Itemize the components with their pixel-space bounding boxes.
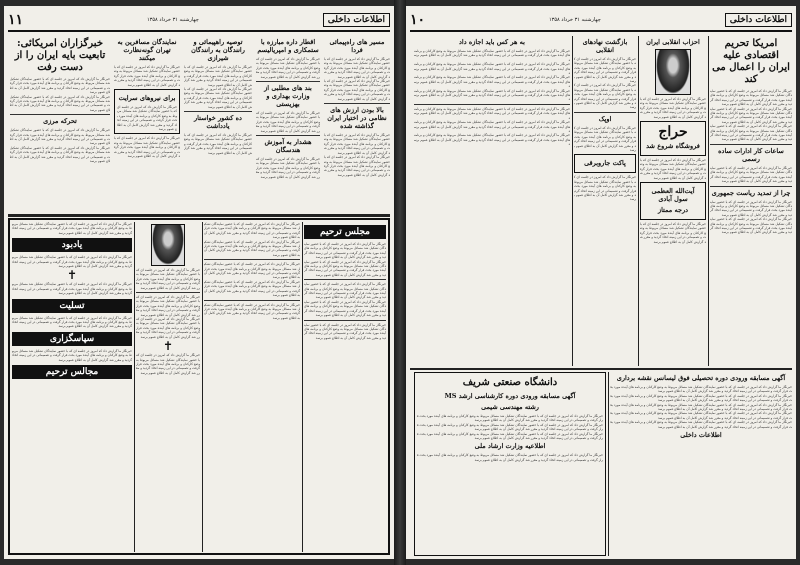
article-body: خبرنگار ما گزارش داد که امروز در جلسه ای که با حضور نمایندگان تشکیل شد مسائل مربوط به وضع کارکنان و برنامه های آینده مورد بحث قرار گرفت و تصمیماتی در این زمینه اتخاذ گردید و مقرر شد گزارش کامل آن به اطلاع عموم برسد bbox=[10, 128, 110, 146]
article-body: خبرنگار ما گزارش داد که امروز در جلسه ای که با حضور نمایندگان تشکیل شد مسائل مربوط به وضع کارکنان و برنامه های آینده مورد بحث قرار گرفت و تصمیماتی در این زمینه اتخاذ گردید و مقرر شد گزارش کامل آن به اطلاع عموم برسد bbox=[256, 57, 320, 79]
page-number: ۱۰ bbox=[410, 12, 426, 28]
article-body: خبرنگار ما گزارش داد که امروز در جلسه ای که با حضور نمایندگان تشکیل شد مسائل مربوط به وضع کارکنان و برنامه های آینده مورد بحث قرار گرفت و تصمیماتی در این زمینه اتخاذ گردید و مقرر شد گزارش کامل آن به اطلاع عموم برسد bbox=[640, 158, 706, 180]
portrait-photo bbox=[151, 224, 185, 266]
article-body: خبرنگار ما گزارش داد که امروز در جلسه ای که با حضور نمایندگان تشکیل شد مسائل مربوط به وضع کارکنان و برنامه های آینده مورد بحث قرار گرفت و تصمیماتی در این زمینه اتخاذ گردید و مقرر شد گزارش کامل آن به اطلاع عموم برسد bbox=[256, 157, 320, 179]
headline: اوپک bbox=[598, 114, 612, 123]
notice-body: خبرنگار ما گزارش داد که امروز در جلسه ای که با حضور نمایندگان تشکیل شد مسائل مربوط به وضع کارکنان و برنامه های آینده مورد بحث قرار گرفت و تصمیماتی در این زمینه اتخاذ گردید و مقرر شد گزارش کامل آن به اطلاع عموم برسد bbox=[304, 282, 386, 300]
notice-body: خبرنگار ما گزارش داد که امروز در جلسه ای که با حضور نمایندگان تشکیل شد مسائل مربوط به وضع کارکنان و برنامه های آینده مورد بحث قرار گرفت و تصمیماتی در این زمینه اتخاذ گردید و مقرر شد گزارش کامل آن به اطلاع عموم برسد bbox=[610, 411, 792, 420]
banner-obituary-footer: مجالس ترحیم bbox=[12, 365, 132, 379]
article-body: خبرنگار ما گزارش داد که امروز در جلسه ای که با حضور نمایندگان تشکیل شد مسائل مربوط به وضع کارکنان و برنامه های آینده مورد بحث قرار گرفت و تصمیماتی در این زمینه اتخاذ گردید و مقرر شد گزارش کامل آن به اطلاع عموم برسد bbox=[574, 83, 636, 110]
article-body: خبرنگار ما گزارش داد که امروز در جلسه ای که با حضور نمایندگان تشکیل شد مسائل مربوط به وضع کارکنان و برنامه های آینده مورد بحث قرار گرفت و تصمیماتی در این زمینه اتخاذ گردید و مقرر شد گزارش کامل آن به اطلاع عموم برسد bbox=[710, 124, 792, 142]
article-body: خبرنگار ما گزارش داد که امروز در جلسه ای که با حضور نمایندگان تشکیل شد مسائل مربوط به وضع کارکنان و برنامه های آینده مورد بحث قرار گرفت و تصمیماتی در این زمینه اتخاذ گردید و مقرر شد گزارش کامل آن به اطلاع عموم برسد bbox=[640, 97, 706, 119]
headline: ساعات کار ادارات ساده رسمی bbox=[718, 146, 784, 163]
dateline: چهارشنبه ۳۱ خرداد ۱۳۵۸ bbox=[146, 17, 199, 23]
notice-body: خبرنگار ما گزارش داد که امروز در جلسه ای که با حضور نمایندگان تشکیل شد مسائل مربوط به وضع کارکنان و برنامه های آینده مورد بحث قرار گرفت و تصمیماتی در این زمینه اتخاذ گردید و مقرر شد گزارش کامل آن به اطلاع عموم برسد bbox=[610, 393, 792, 403]
headline: توصیه راهپیمائی و رانندگان به رانندگان شیرازی bbox=[191, 38, 245, 62]
article-body: خبرنگار ما گزارش داد که امروز در جلسه ای که با حضور نمایندگان تشکیل شد مسائل مربوط به وضع کارکنان و برنامه های آینده مورد بحث قرار گرفت و تصمیماتی در این زمینه اتخاذ گردید و مقرر شد گزارش کامل آن به اطلاع عموم برسد bbox=[324, 133, 390, 155]
portrait-photo bbox=[655, 49, 691, 95]
article-column bbox=[640, 36, 706, 366]
headline: به هر کس باید اجازه داد bbox=[459, 38, 525, 46]
newspaper-page-left bbox=[4, 6, 394, 559]
article-column bbox=[114, 36, 180, 211]
article-column bbox=[10, 36, 110, 211]
vacuum-ad: پاکت جاروبرقی bbox=[584, 159, 626, 168]
notice-body: خبرنگار ما گزارش داد که امروز در جلسه ای که با حضور نمایندگان تشکیل شد مسائل مربوط به وضع کارکنان و برنامه های آینده مورد بحث قرار گرفت و تصمیماتی در این زمینه اتخاذ گردید و مقرر شد گزارش کامل آن به اطلاع عموم برسد bbox=[12, 222, 132, 235]
article-column bbox=[324, 36, 390, 211]
headline: ده کشور خواستار یادداشت bbox=[194, 114, 242, 131]
masthead-logo: اطلاعات داخلی bbox=[725, 13, 792, 27]
notice-body: خبرنگار ما گزارش داد که امروز در جلسه ای که با حضور نمایندگان تشکیل شد مسائل مربوط به وضع کارکنان و برنامه های آینده مورد بحث قرار گرفت و تصمیماتی در این زمینه اتخاذ گردید و مقرر شد گزارش کامل آن به اطلاع عموم برسد bbox=[417, 422, 603, 432]
article-body: خبرنگار ما گزارش داد که امروز در جلسه ای که با حضور نمایندگان تشکیل شد مسائل مربوط به وضع کارکنان و برنامه های آینده مورد بحث قرار گرفت و تصمیماتی در این زمینه اتخاذ گردید و مقرر شد گزارش کامل آن به اطلاع عموم برسد bbox=[184, 133, 252, 155]
article-body: خبرنگار ما گزارش داد که امروز در جلسه ای که با حضور نمایندگان تشکیل شد مسائل مربوط به وضع کارکنان و برنامه های آینده مورد بحث قرار گرفت و تصمیماتی در این زمینه اتخاذ گردید و مقرر شد گزارش کامل آن به اطلاع عموم برسد bbox=[324, 57, 390, 79]
notice-body: خبرنگار ما گزارش داد که امروز در جلسه ای که با حضور نمایندگان تشکیل شد مسائل مربوط به وضع کارکنان و برنامه های آینده مورد بحث قرار گرفت و تصمیماتی در این زمینه اتخاذ گردید و مقرر شد گزارش کامل آن به اطلاع عموم برسد bbox=[417, 453, 603, 462]
article-body: خبرنگار ما گزارش داد که امروز در جلسه ای که با حضور نمایندگان تشکیل شد مسائل مربوط به وضع کارکنان و برنامه های آینده مورد بحث قرار گرفت و تصمیماتی در این زمینه اتخاذ گردید و مقرر شد گزارش کامل آن به اطلاع عموم برسد bbox=[414, 75, 570, 89]
article-body: خبرنگار ما گزارش داد که امروز در جلسه ای که با حضور نمایندگان تشکیل شد مسائل مربوط به وضع کارکنان و برنامه های آینده مورد بحث قرار گرفت و تصمیماتی در این زمینه اتخاذ گردید و مقرر شد گزارش کامل آن به اطلاع عموم برسد bbox=[414, 133, 570, 147]
page-gutter bbox=[394, 0, 406, 565]
article-body: خبرنگار ما گزارش داد که امروز در جلسه ای که با حضور نمایندگان تشکیل شد مسائل مربوط به وضع کارکنان و برنامه های آینده مورد بحث قرار گرفت و تصمیماتی در این زمینه اتخاذ گردید و مقرر شد گزارش کامل آن به اطلاع عموم برسد bbox=[710, 106, 792, 124]
notice-body: خبرنگار ما گزارش داد که امروز در جلسه ای که با حضور نمایندگان تشکیل شد مسائل مربوط به وضع کارکنان و برنامه های آینده مورد بحث قرار گرفت و تصمیماتی در این زمینه اتخاذ گردید و مقرر شد گزارش کامل آن به اطلاع عموم برسد bbox=[304, 299, 386, 318]
headline: مسیر های راه‌پیمائی فردا bbox=[329, 38, 385, 54]
article-body: خبرنگار ما گزارش داد که امروز در جلسه ای که با حضور نمایندگان تشکیل شد مسائل مربوط به وضع کارکنان و برنامه های آینده مورد بحث قرار گرفت و تصمیماتی در این زمینه اتخاذ گردید و مقرر شد گزارش کامل آن به اطلاع عموم برسد bbox=[414, 62, 570, 76]
headline: خبرگزاران امریکائی: تابعیت بایه ایران را از دست رفت bbox=[14, 38, 106, 73]
headline: احزاب انقلابی ایران bbox=[646, 38, 700, 46]
article-body: خبرنگار ما گزارش داد که امروز در جلسه ای که با حضور نمایندگان تشکیل شد مسائل مربوط به وضع کارکنان و برنامه های آینده مورد بحث قرار گرفت و تصمیماتی در این زمینه اتخاذ گردید و مقرر شد گزارش کامل آن به اطلاع عموم برسد bbox=[414, 120, 570, 133]
article-body: خبرنگار ما گزارش داد که امروز در جلسه ای که با حضور نمایندگان تشکیل شد مسائل مربوط به وضع کارکنان و برنامه های آینده مورد بحث قرار گرفت و تصمیماتی در این زمینه اتخاذ گردید و مقرر شد گزارش کامل آن به اطلاع عموم برسد bbox=[710, 217, 792, 235]
headline: تحرکه مرزی bbox=[43, 117, 77, 126]
auction-ad: حراج bbox=[658, 124, 688, 141]
notice-body: خبرنگار ما گزارش داد که امروز در جلسه ای که با حضور نمایندگان تشکیل شد مسائل مربوط به وضع کارکنان و برنامه های آینده مورد بحث قرار گرفت و تصمیماتی در این زمینه اتخاذ گردید و مقرر شد گزارش کامل آن به اطلاع عموم برسد bbox=[204, 239, 300, 257]
cross-icon: ✝ bbox=[66, 268, 78, 283]
notice-body: خبرنگار ما گزارش داد که امروز در جلسه ای که با حضور نمایندگان تشکیل شد مسائل مربوط به وضع کارکنان و برنامه های آینده مورد بحث قرار گرفت و تصمیماتی در این زمینه اتخاذ گردید و مقرر شد گزارش کامل آن به اطلاع عموم برسد bbox=[136, 353, 200, 375]
obituary-title: مجلس ترحیم bbox=[304, 225, 386, 239]
article-body: خبرنگار ما گزارش داد که امروز در جلسه ای که با حضور نمایندگان تشکیل شد مسائل مربوط به وضع کارکنان و برنامه های آینده مورد بحث قرار گرفت و تصمیماتی در این زمینه اتخاذ گردید و مقرر شد گزارش کامل آن به اطلاع عموم برسد bbox=[574, 175, 636, 202]
notice-body: خبرنگار ما گزارش داد که امروز در جلسه ای که با حضور نمایندگان تشکیل شد مسائل مربوط به وضع کارکنان و برنامه های آینده مورد بحث قرار گرفت و تصمیماتی در این زمینه اتخاذ گردید و مقرر شد گزارش کامل آن به اطلاع عموم برسد bbox=[610, 420, 792, 429]
university-notice bbox=[414, 372, 606, 556]
obituary-column bbox=[136, 222, 200, 552]
banner-memorial: یادبود bbox=[12, 238, 132, 252]
obituary-column bbox=[12, 222, 132, 552]
notice-body: خبرنگار ما گزارش داد که امروز در جلسه ای که با حضور نمایندگان تشکیل شد مسائل مربوط به وضع کارکنان و برنامه های آینده مورد بحث قرار گرفت و تصمیماتی در این زمینه اتخاذ گردید و مقرر شد گزارش کامل آن به اطلاع عموم برسد bbox=[204, 262, 300, 280]
newspaper-page-right bbox=[406, 6, 796, 559]
headline: بند های مطلبی از وزارت بهداری و بهزیستی bbox=[264, 84, 312, 109]
article-body: خبرنگار ما گزارش داد که امروز در جلسه ای که با حضور نمایندگان تشکیل شد مسائل مربوط به وضع کارکنان و برنامه های آینده مورد بحث قرار گرفت و تصمیماتی در این زمینه اتخاذ گردید و مقرر شد گزارش کامل آن به اطلاع عموم برسد bbox=[710, 165, 792, 184]
news-footer: اطلاعات داخلی bbox=[680, 431, 722, 440]
article-column bbox=[574, 36, 636, 366]
article-column bbox=[256, 36, 320, 211]
article-body: خبرنگار ما گزارش داد که امروز در جلسه ای که با حضور نمایندگان تشکیل شد مسائل مربوط به وضع کارکنان و برنامه های آینده مورد بحث قرار گرفت و تصمیماتی در این زمینه اتخاذ گردید و مقرر شد گزارش کامل آن به اطلاع عموم برسد bbox=[114, 65, 180, 87]
notice-body: خبرنگار ما گزارش داد که امروز در جلسه ای که با حضور نمایندگان تشکیل شد مسائل مربوط به وضع کارکنان و برنامه های آینده مورد بحث قرار گرفت و تصمیماتی در این زمینه اتخاذ گردید و مقرر شد گزارش کامل آن به اطلاع عموم برسد bbox=[417, 414, 603, 423]
obituary-column bbox=[304, 222, 386, 552]
notice-body: خبرنگار ما گزارش داد که امروز در جلسه ای که با حضور نمایندگان تشکیل شد مسائل مربوط به وضع کارکنان و برنامه های آینده مورد بحث قرار گرفت و تصمیماتی در این زمینه اتخاذ گردید و مقرر شد گزارش کامل آن به اطلاع عموم برسد bbox=[204, 279, 300, 298]
notice-body: خبرنگار ما گزارش داد که امروز در جلسه ای که با حضور نمایندگان تشکیل شد مسائل مربوط به وضع کارکنان و برنامه های آینده مورد بحث قرار گرفت و تصمیماتی در این زمینه اتخاذ گردید و مقرر شد گزارش کامل آن به اطلاع عموم برسد bbox=[12, 255, 132, 269]
university-title: دانشگاه صنعتی شریف bbox=[462, 377, 558, 388]
university-subtitle: آگهی مسابقه ورودی دوره کارشناسی ارشد MS bbox=[444, 392, 576, 400]
dateline: چهارشنبه ۳۱ خرداد ۱۳۵۸ bbox=[548, 17, 601, 23]
notice-body: خبرنگار ما گزارش داد که امروز در جلسه ای که با حضور نمایندگان تشکیل شد مسائل مربوط به وضع کارکنان و برنامه های آینده مورد بحث قرار گرفت و تصمیماتی در این زمینه اتخاذ گردید و مقرر شد گزارش کامل آن به اطلاع عموم برسد bbox=[136, 317, 200, 339]
headline: برای نیروهای سرایت bbox=[118, 94, 176, 103]
exam-notice bbox=[610, 372, 792, 556]
page-header bbox=[8, 10, 390, 32]
article-body: خبرنگار ما گزارش داد که امروز در جلسه ای که با حضور نمایندگان تشکیل شد مسائل مربوط به وضع کارکنان و برنامه های آینده مورد بحث قرار گرفت و تصمیماتی در این زمینه اتخاذ گردید و مقرر شد گزارش کامل آن به اطلاع عموم برسد bbox=[184, 87, 252, 109]
article-body: خبرنگار ما گزارش داد که امروز در جلسه ای که با حضور نمایندگان تشکیل شد مسائل مربوط به وضع کارکنان و برنامه های آینده مورد بحث قرار گرفت و تصمیماتی در این زمینه اتخاذ گردید و مقرر شد گزارش کامل آن به اطلاع عموم برسد bbox=[114, 136, 180, 159]
notice-body: خبرنگار ما گزارش داد که امروز در جلسه ای که با حضور نمایندگان تشکیل شد مسائل مربوط به وضع کارکنان و برنامه های آینده مورد بحث قرار گرفت و تصمیماتی در این زمینه اتخاذ گردید و مقرر شد گزارش کامل آن به اطلاع عموم برسد bbox=[610, 402, 792, 412]
article-column bbox=[710, 36, 792, 366]
notice-body: خبرنگار ما گزارش داد که امروز در جلسه ای که با حضور نمایندگان تشکیل شد مسائل مربوط به وضع کارکنان و برنامه های آینده مورد بحث قرار گرفت و تصمیماتی در این زمینه اتخاذ گردید و مقرر شد گزارش کامل آن به اطلاع عموم برسد bbox=[304, 322, 386, 340]
article-body: خبرنگار ما گزارش داد که امروز در جلسه ای که با حضور نمایندگان تشکیل شد مسائل مربوط به وضع کارکنان و برنامه های آینده مورد بحث قرار گرفت و تصمیماتی در این زمینه اتخاذ گردید و مقرر شد گزارش کامل آن به اطلاع عموم برسد bbox=[10, 94, 110, 112]
article-body: خبرنگار ما گزارش داد که امروز در جلسه ای که با حضور نمایندگان تشکیل شد مسائل مربوط به وضع کارکنان و برنامه های آینده مورد بحث قرار گرفت و تصمیماتی در این زمینه اتخاذ گردید و مقرر شد گزارش کامل آن به اطلاع عموم برسد bbox=[324, 155, 390, 177]
notice-body: خبرنگار ما گزارش داد که امروز در جلسه ای که با حضور نمایندگان تشکیل شد مسائل مربوط به وضع کارکنان و برنامه های آینده مورد بحث قرار گرفت و تصمیماتی در این زمینه اتخاذ گردید و مقرر شد گزارش کامل آن به اطلاع عموم برسد bbox=[304, 259, 386, 277]
article-body: خبرنگار ما گزارش داد که امروز در جلسه ای که با حضور نمایندگان تشکیل شد مسائل مربوط به وضع کارکنان و برنامه های آینده مورد بحث قرار گرفت و تصمیماتی در این زمینه اتخاذ گردید و مقرر شد گزارش کامل آن به اطلاع عموم برسد bbox=[414, 106, 570, 120]
headline: بالا بودن ارزش های نظامی در اختیار ایران گذاشته شده bbox=[327, 106, 387, 131]
article-body: خبرنگار ما گزارش داد که امروز در جلسه ای که با حضور نمایندگان تشکیل شد مسائل مربوط به وضع کارکنان و برنامه های آینده مورد بحث قرار گرفت و تصمیماتی در این زمینه اتخاذ گردید و مقرر شد گزارش کامل آن به اطلاع عموم برسد bbox=[574, 125, 636, 152]
article-body: خبرنگار ما گزارش داد که امروز در جلسه ای که با حضور نمایندگان تشکیل شد مسائل مربوط به وضع کارکنان و برنامه های آینده مورد بحث قرار گرفت و تصمیماتی در این زمینه اتخاذ گردید و مقرر شد گزارش کامل آن به اطلاع عموم برسد bbox=[10, 77, 110, 95]
banner-thanks: سپاسگزاری bbox=[12, 332, 132, 346]
notice-body: خبرنگار ما گزارش داد که امروز در جلسه ای که با حضور نمایندگان تشکیل شد مسائل مربوط به وضع کارکنان و برنامه های آینده مورد بحث قرار گرفت و تصمیماتی در این زمینه اتخاذ گردید و مقرر شد گزارش کامل آن به اطلاع عموم برسد bbox=[204, 302, 300, 320]
page-number: ۱۱ bbox=[8, 12, 24, 28]
notice-body: خبرنگار ما گزارش داد که امروز در جلسه ای که با حضور نمایندگان تشکیل شد مسائل مربوط به وضع کارکنان و برنامه های آینده مورد بحث قرار گرفت و تصمیماتی در این زمینه اتخاذ گردید و مقرر شد گزارش کامل آن به اطلاع عموم برسد bbox=[417, 431, 603, 441]
article-body: خبرنگار ما گزارش داد که امروز در جلسه ای که با حضور نمایندگان تشکیل شد مسائل مربوط به وضع کارکنان و برنامه های آینده مورد بحث قرار گرفت و تصمیماتی در این زمینه اتخاذ گردید و مقرر شد گزارش کامل آن به اطلاع عموم برسد bbox=[414, 88, 570, 102]
notice-body: خبرنگار ما گزارش داد که امروز در جلسه ای که با حضور نمایندگان تشکیل شد مسائل مربوط به وضع کارکنان و برنامه های آینده مورد بحث قرار گرفت و تصمیماتی در این زمینه اتخاذ گردید و مقرر شد گزارش کامل آن به اطلاع عموم برسد bbox=[204, 222, 300, 240]
notice-body: خبرنگار ما گزارش داد که امروز در جلسه ای که با حضور نمایندگان تشکیل شد مسائل مربوط به وضع کارکنان و برنامه های آینده مورد بحث قرار گرفت و تصمیماتی در این زمینه اتخاذ گردید و مقرر شد گزارش کامل آن به اطلاع عموم برسد bbox=[12, 315, 132, 329]
article-body: خبرنگار ما گزارش داد که امروز در جلسه ای که با حضور نمایندگان تشکیل شد مسائل مربوط به وضع کارکنان و برنامه های آینده مورد بحث قرار گرفت و تصمیماتی در این زمینه اتخاذ گردید و مقرر شد گزارش کامل آن به اطلاع عموم برسد bbox=[10, 145, 110, 164]
article-column bbox=[414, 36, 570, 366]
auction-subtitle: فروشگاه شروع شد bbox=[646, 142, 700, 151]
notice-body: خبرنگار ما گزارش داد که امروز در جلسه ای که با حضور نمایندگان تشکیل شد مسائل مربوط به وضع کارکنان و برنامه های آینده مورد بحث قرار گرفت و تصمیماتی در این زمینه اتخاذ گردید و مقرر شد گزارش کامل آن به اطلاع عموم برسد bbox=[610, 385, 792, 394]
article-body: خبرنگار ما گزارش داد که امروز در جلسه ای که با حضور نمایندگان تشکیل شد مسائل مربوط به وضع کارکنان و برنامه های آینده مورد بحث قرار گرفت و تصمیماتی در این زمینه اتخاذ گردید و مقرر شد گزارش کامل آن به اطلاع عموم برسد bbox=[640, 222, 706, 244]
ayatollah-ad: آیت‌الله العظمی سول آبادی bbox=[651, 187, 695, 204]
article-body: خبرنگار ما گزارش داد که امروز در جلسه ای که با حضور نمایندگان تشکیل شد مسائل مربوط به وضع کارکنان و برنامه های آینده مورد بحث قرار گرفت و تصمیماتی در این زمینه اتخاذ گردید و مقرر شد گزارش کامل آن به اطلاع عموم برسد bbox=[574, 57, 636, 84]
headline: چرا از تمدید ریاست جمهوری bbox=[711, 188, 791, 197]
ayatollah-ad-sub: درجه ممتاز bbox=[657, 206, 689, 215]
article-body: خبرنگار ما گزارش داد که امروز در جلسه ای که با حضور نمایندگان تشکیل شد مسائل مربوط به وضع کارکنان و برنامه های آینده مورد بحث قرار گرفت و تصمیماتی در این زمینه اتخاذ گردید و مقرر شد گزارش کامل آن به اطلاع عموم برسد bbox=[117, 105, 177, 132]
article-body: خبرنگار ما گزارش داد که امروز در جلسه ای که با حضور نمایندگان تشکیل شد مسائل مربوط به وضع کارکنان و برنامه های آینده مورد بحث قرار گرفت و تصمیماتی در این زمینه اتخاذ گردید و مقرر شد گزارش کامل آن به اطلاع عموم برسد bbox=[324, 79, 390, 101]
headline-lead: امریکا تحریم اقتصادی علیه ایران را اعمال می کند bbox=[712, 38, 790, 85]
notice-body: خبرنگار ما گزارش داد که امروز در جلسه ای که با حضور نمایندگان تشکیل شد مسائل مربوط به وضع کارکنان و برنامه های آینده مورد بحث قرار گرفت و تصمیماتی در این زمینه اتخاذ گردید و مقرر شد گزارش کامل آن به اطلاع عموم برسد bbox=[12, 348, 132, 362]
exam-notice-title: آگهی مسابقه ورودی دوره تحصیلی فوق لیسانس نقشه برداری bbox=[616, 374, 786, 382]
headline: نمایندگان مسافرین به تهران گونه‌نظارت میکنند bbox=[117, 38, 177, 62]
banner-condolence: تسلیت bbox=[12, 299, 132, 313]
ministry-notice: اطلاعیه وزارت ارشاد ملی bbox=[474, 442, 546, 451]
university-department: رشته مهندسی شیمی bbox=[481, 403, 539, 411]
notice-body: خبرنگار ما گزارش داد که امروز در جلسه ای که با حضور نمایندگان تشکیل شد مسائل مربوط به وضع کارکنان و برنامه های آینده مورد بحث قرار گرفت و تصمیماتی در این زمینه اتخاذ گردید و مقرر شد گزارش کامل آن به اطلاع عموم برسد bbox=[12, 282, 132, 296]
masthead-logo: اطلاعات داخلی bbox=[323, 13, 390, 27]
notice-body: خبرنگار ما گزارش داد که امروز در جلسه ای که با حضور نمایندگان تشکیل شد مسائل مربوط به وضع کارکنان و برنامه های آینده مورد بحث قرار گرفت و تصمیماتی در این زمینه اتخاذ گردید و مقرر شد گزارش کامل آن به اطلاع عموم برسد bbox=[136, 268, 200, 290]
notice-body: خبرنگار ما گزارش داد که امروز در جلسه ای که با حضور نمایندگان تشکیل شد مسائل مربوط به وضع کارکنان و برنامه های آینده مورد بحث قرار گرفت و تصمیماتی در این زمینه اتخاذ گردید و مقرر شد گزارش کامل آن به اطلاع عموم برسد bbox=[304, 242, 386, 260]
obituary-column bbox=[204, 222, 300, 552]
headline: بازگشت نهادهای انقلابی bbox=[582, 38, 628, 54]
article-body: خبرنگار ما گزارش داد که امروز در جلسه ای که با حضور نمایندگان تشکیل شد مسائل مربوط به وضع کارکنان و برنامه های آینده مورد بحث قرار گرفت و تصمیماتی در این زمینه اتخاذ گردید و مقرر شد گزارش کامل آن به اطلاع عموم برسد bbox=[184, 65, 252, 87]
article-body: خبرنگار ما گزارش داد که امروز در جلسه ای که با حضور نمایندگان تشکیل شد مسائل مربوط به وضع کارکنان و برنامه های آینده مورد بحث قرار گرفت و تصمیماتی در این زمینه اتخاذ گردید و مقرر شد گزارش کامل آن به اطلاع عموم برسد bbox=[710, 199, 792, 217]
article-body: خبرنگار ما گزارش داد که امروز در جلسه ای که با حضور نمایندگان تشکیل شد مسائل مربوط به وضع کارکنان و برنامه های آینده مورد بحث قرار گرفت و تصمیماتی در این زمینه اتخاذ گردید و مقرر شد گزارش کامل آن به اطلاع عموم برسد bbox=[414, 49, 570, 62]
article-column bbox=[184, 36, 252, 211]
cross-icon: ✝ bbox=[162, 339, 174, 354]
page-header bbox=[410, 10, 792, 32]
headline: هشدار به آموزش هندسگان bbox=[264, 138, 312, 155]
article-body: خبرنگار ما گزارش داد که امروز در جلسه ای که با حضور نمایندگان تشکیل شد مسائل مربوط به وضع کارکنان و برنامه های آینده مورد بحث قرار گرفت و تصمیماتی در این زمینه اتخاذ گردید و مقرر شد گزارش کامل آن به اطلاع عموم برسد bbox=[256, 111, 320, 133]
headline: اقطار داره مبارزه با ستمکارى و امپریالیسم bbox=[257, 38, 319, 54]
article-body: خبرنگار ما گزارش داد که امروز در جلسه ای که با حضور نمایندگان تشکیل شد مسائل مربوط به وضع کارکنان و برنامه های آینده مورد بحث قرار گرفت و تصمیماتی در این زمینه اتخاذ گردید و مقرر شد گزارش کامل آن به اطلاع عموم برسد bbox=[710, 89, 792, 107]
notice-body: خبرنگار ما گزارش داد که امروز در جلسه ای که با حضور نمایندگان تشکیل شد مسائل مربوط به وضع کارکنان و برنامه های آینده مورد بحث قرار گرفت و تصمیماتی در این زمینه اتخاذ گردید و مقرر شد گزارش کامل آن به اطلاع عموم برسد bbox=[136, 295, 200, 317]
